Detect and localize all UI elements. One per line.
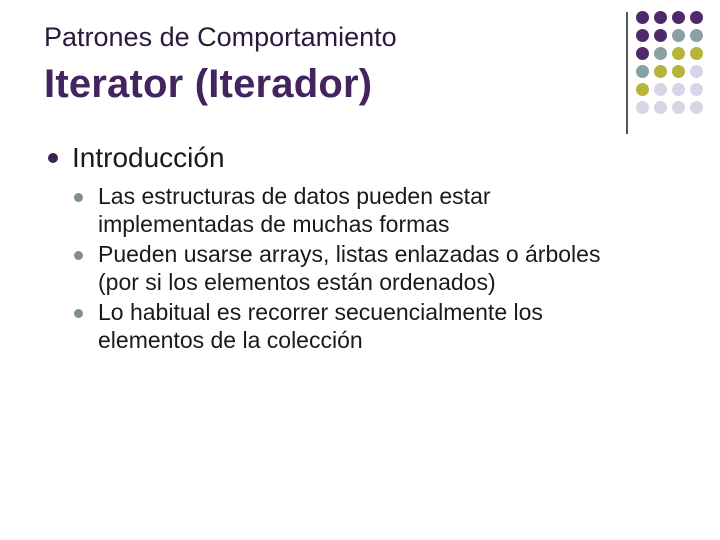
- level2-list: [72, 182, 692, 356]
- level2-bullet-icon: [74, 309, 83, 318]
- list-item-text: Lo habitual es recorrer secuencialmente los elementos de la colección: [98, 299, 543, 353]
- list-item: [72, 182, 692, 238]
- decorative-dot: [690, 11, 703, 24]
- decorative-dot: [636, 29, 649, 42]
- decorative-dot: [690, 29, 703, 42]
- level1-heading: Introducción: [72, 142, 225, 173]
- level2-bullet-icon: [74, 251, 83, 260]
- slide-title: Iterator (Iterador): [44, 62, 373, 106]
- decorative-dot: [672, 83, 685, 96]
- level1-bullet-icon: [48, 153, 58, 163]
- slide-subtitle: Patrones de Comportamiento: [44, 22, 397, 52]
- decorative-dot: [636, 101, 649, 114]
- decorative-dot: [636, 65, 649, 78]
- list-item-text: Las estructuras de datos pueden estar implementadas de muchas formas: [98, 183, 491, 237]
- decorative-dot: [672, 47, 685, 60]
- decorative-dot: [654, 29, 667, 42]
- decorative-dot: [654, 11, 667, 24]
- decorative-dot: [672, 65, 685, 78]
- decorative-dot: [672, 29, 685, 42]
- decorative-dot: [690, 83, 703, 96]
- decorative-dot: [654, 65, 667, 78]
- decorative-dot: [654, 101, 667, 114]
- vertical-divider: [626, 12, 628, 134]
- decorative-dot: [636, 11, 649, 24]
- decorative-dot: [636, 47, 649, 60]
- list-item: [72, 298, 692, 354]
- decorative-dot: [672, 101, 685, 114]
- decorative-dot: [672, 11, 685, 24]
- decorative-dot: [654, 83, 667, 96]
- decorative-dot: [690, 101, 703, 114]
- decorative-dot: [654, 47, 667, 60]
- decorative-dot: [690, 65, 703, 78]
- decorative-dot: [690, 47, 703, 60]
- level2-bullet-icon: [74, 193, 83, 202]
- list-item: [72, 240, 692, 296]
- decorative-dot: [636, 83, 649, 96]
- list-item-text: Pueden usarse arrays, listas enlazadas o árboles (por si los elementos están ordenados): [98, 241, 601, 295]
